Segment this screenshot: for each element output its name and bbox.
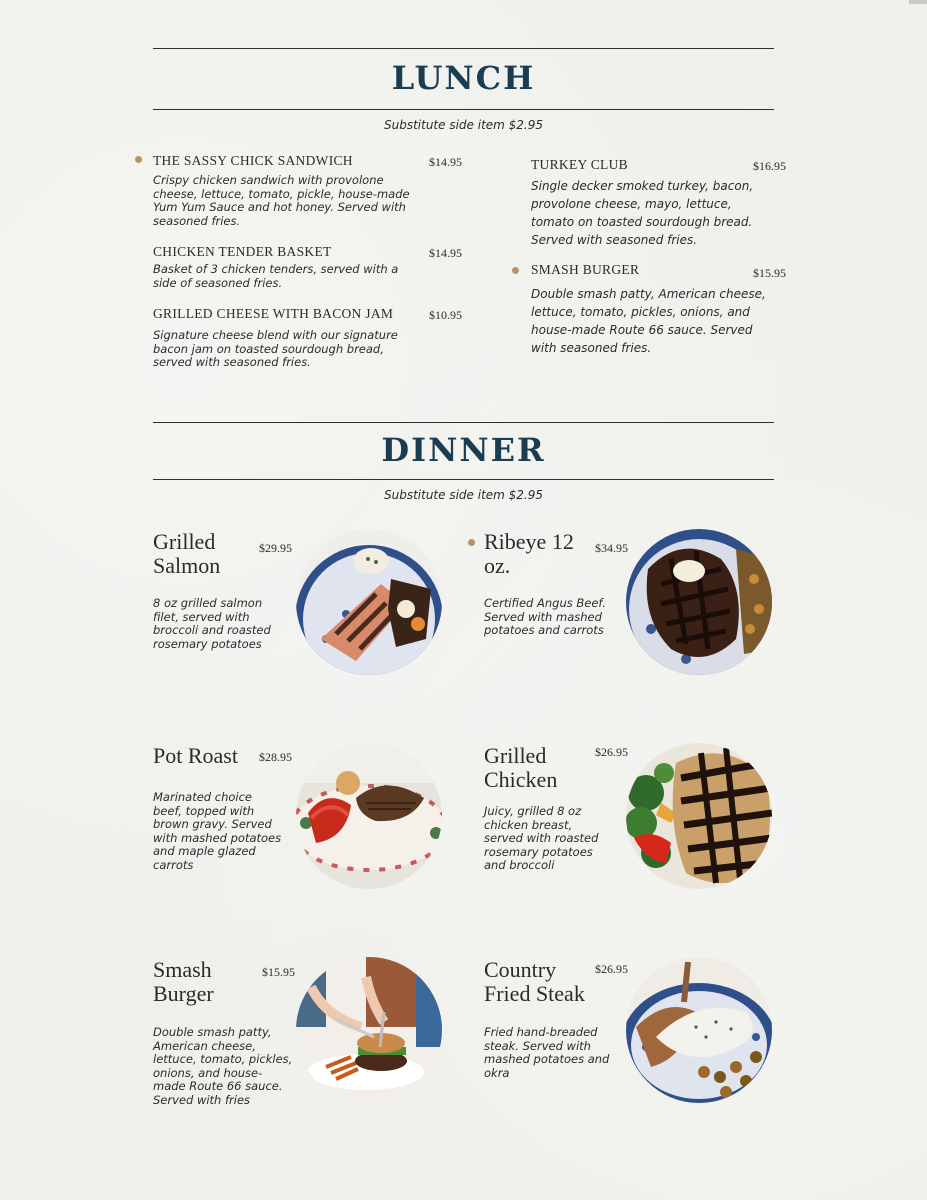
dinner-item-description: 8 oz grilled salmon filet, served with broccoli and roasted rosemary potatoes (153, 596, 271, 651)
lunch-item-description: Basket of 3 chicken tenders, served with a side of seasoned fries. (153, 262, 399, 290)
dinner-item-description: Marinated choice beef, topped with brown gravy. Served with mashed potatoes and maple glazed carrots (153, 790, 282, 872)
dinner-item-price: $26.95 (595, 745, 628, 759)
lunch-title: LUNCH (391, 59, 536, 97)
corner-mark (909, 0, 927, 4)
lunch-item-name: CHICKEN TENDER BASKET (153, 244, 332, 259)
lunch-item-price: $15.95 (753, 266, 786, 280)
grilled-chicken-photo (626, 743, 772, 889)
lunch-substitute-note: Substitute side item $2.95 (383, 118, 544, 132)
grilled-salmon-photo (296, 529, 442, 675)
lunch-item-name: TURKEY CLUB (531, 157, 628, 172)
lunch-item-name: SMASH BURGER (531, 262, 640, 277)
dinner-item-price: $26.95 (595, 962, 628, 976)
dinner-item-name: Grilled Salmon (153, 529, 221, 578)
ribeye-photo (626, 529, 772, 675)
dinner-item-name: Smash Burger (153, 957, 214, 1006)
dinner-item-price: $15.95 (262, 965, 295, 979)
featured-bullet (512, 267, 519, 274)
lunch-item-description: Crispy chicken sandwich with provolone cheese, lettuce, tomato, pickle, house-made Yum Yum Sauce and hot honey. Served with seasoned fries. (153, 173, 410, 228)
lunch-item-name: GRILLED CHEESE WITH BACON JAM (153, 306, 394, 321)
lunch-top-rule (153, 48, 774, 49)
dinner-item-description: Double smash patty, American cheese, lettuce, tomato, pickles, onions, and house-made Route 66 sauce. Served with fries (153, 1025, 293, 1107)
dinner-item-price: $34.95 (595, 541, 628, 555)
country-fried-steak-photo (626, 957, 772, 1103)
dinner-bottom-rule (153, 479, 774, 480)
lunch-item-description: Single decker smoked turkey, bacon, provolone cheese, mayo, lettuce, tomato on toasted sourdough bread. Served with seasoned fries. (531, 179, 754, 247)
dinner-item-name: Pot Roast (153, 743, 238, 768)
dinner-item-description: Fried hand-breaded steak. Served with mashed potatoes and okra (484, 1025, 610, 1080)
dinner-item-price: $28.95 (259, 750, 292, 764)
dinner-item-name: Grilled Chicken (484, 743, 558, 792)
dinner-item-price: $29.95 (259, 541, 292, 555)
lunch-item-price: $14.95 (429, 246, 462, 260)
lunch-item-name: THE SASSY CHICK SANDWICH (153, 153, 353, 168)
lunch-item-price: $16.95 (753, 159, 786, 173)
lunch-item-price: $14.95 (429, 155, 462, 169)
dinner-item-name: Country Fried Steak (484, 957, 585, 1006)
dinner-item-name: Ribeye 12 oz. (484, 529, 574, 578)
featured-bullet (135, 156, 142, 163)
dinner-item-description: Certified Angus Beef. Served with mashed potatoes and carrots (484, 596, 606, 637)
dinner-substitute-note: Substitute side item $2.95 (383, 488, 544, 502)
smash-burger-photo (296, 957, 442, 1103)
lunch-item-description: Double smash patty, American cheese, lettuce, tomato, pickles, onions, and house-made Route 66 sauce. Served with seasoned fries. (531, 287, 766, 355)
lunch-bottom-rule (153, 109, 774, 110)
lunch-item-price: $10.95 (429, 308, 462, 322)
dinner-item-description: Juicy, grilled 8 oz chicken breast, served with roasted rosemary potatoes and broccoli (484, 804, 599, 872)
lunch-item-description: Signature cheese blend with our signature bacon jam on toasted sourdough bread, served with seasoned fries. (153, 328, 398, 369)
dinner-top-rule (153, 422, 774, 423)
dinner-title: DINNER (381, 431, 546, 469)
featured-bullet (468, 539, 475, 546)
pot-roast-photo (296, 743, 442, 889)
